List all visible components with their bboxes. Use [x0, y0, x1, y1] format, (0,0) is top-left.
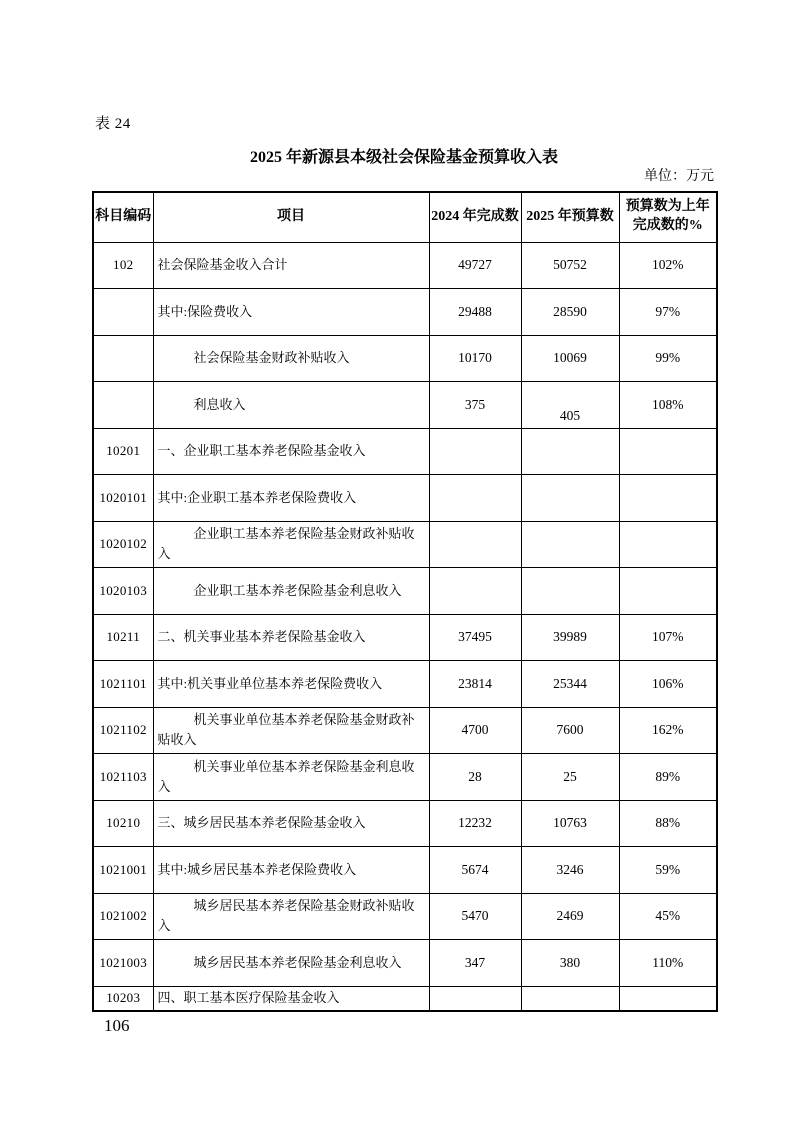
cell-subject-code: 1021102: [93, 707, 153, 754]
cell-2025-budget: 380: [521, 940, 619, 987]
cell-2024-actual: 375: [429, 382, 521, 429]
cell-pct: 59%: [619, 847, 717, 894]
cell-2025-budget: [521, 428, 619, 475]
cell-2025-budget: 25344: [521, 661, 619, 708]
table-row: [93, 754, 717, 801]
cell-item: 企业职工基本养老保险基金财政补贴收入: [153, 521, 429, 568]
cell-item: 二、机关事业基本养老保险基金收入: [153, 614, 429, 661]
unit-label: 单位：万元: [644, 169, 714, 184]
cell-item: 城乡居民基本养老保险基金财政补贴收入: [153, 893, 429, 940]
cell-subject-code: 1021003: [93, 940, 153, 987]
cell-item: 三、城乡居民基本养老保险基金收入: [153, 800, 429, 847]
table-row: [93, 242, 717, 289]
table-row: [93, 893, 717, 940]
header-2025-budget: 2025 年预算数: [521, 192, 619, 242]
budget-revenue-table: [92, 191, 718, 1012]
header-item: 项目: [153, 192, 429, 242]
cell-2024-actual: [429, 568, 521, 615]
cell-subject-code: [93, 335, 153, 382]
table-row: [93, 382, 717, 429]
table-row: [93, 800, 717, 847]
cell-pct: 162%: [619, 707, 717, 754]
cell-2025-budget: 25: [521, 754, 619, 801]
cell-subject-code: 1020103: [93, 568, 153, 615]
table-row: [93, 661, 717, 708]
cell-2025-budget: [521, 568, 619, 615]
cell-2025-budget: 50752: [521, 242, 619, 289]
cell-pct: [619, 568, 717, 615]
header-2024-actual: 2024 年完成数: [429, 192, 521, 242]
cell-2025-budget: 7600: [521, 707, 619, 754]
cell-2025-budget: [521, 475, 619, 522]
cell-2024-actual: 5470: [429, 893, 521, 940]
cell-2024-actual: [429, 986, 521, 1011]
cell-pct: [619, 986, 717, 1011]
cell-2025-budget: [521, 521, 619, 568]
cell-subject-code: 10203: [93, 986, 153, 1011]
cell-subject-code: 1021002: [93, 893, 153, 940]
cell-2024-actual: 37495: [429, 614, 521, 661]
cell-2024-actual: 12232: [429, 800, 521, 847]
cell-2024-actual: [429, 428, 521, 475]
cell-2025-budget: [521, 986, 619, 1011]
cell-item: 城乡居民基本养老保险基金利息收入: [153, 940, 429, 987]
cell-subject-code: 102: [93, 242, 153, 289]
page-title: 2025 年新源县本级社会保险基金预算收入表: [249, 149, 558, 166]
header-pct-line1: 预算数为上年: [625, 199, 710, 215]
table-header-row: [93, 192, 717, 242]
table-row: [93, 428, 717, 475]
cell-2025-budget: 39989: [521, 614, 619, 661]
cell-subject-code: 10211: [93, 614, 153, 661]
cell-pct: 45%: [619, 893, 717, 940]
cell-2024-actual: 29488: [429, 289, 521, 336]
cell-item: 机关事业单位基本养老保险基金财政补贴收入: [153, 707, 429, 754]
table-row: [93, 986, 717, 1011]
cell-pct: 89%: [619, 754, 717, 801]
cell-2024-actual: [429, 475, 521, 522]
cell-pct: [619, 428, 717, 475]
cell-subject-code: 1020102: [93, 521, 153, 568]
cell-subject-code: 10210: [93, 800, 153, 847]
cell-2025-budget: 405: [521, 382, 619, 429]
cell-subject-code: 10201: [93, 428, 153, 475]
cell-pct: 110%: [619, 940, 717, 987]
table-row: [93, 521, 717, 568]
page-number: 106: [104, 1016, 130, 1035]
cell-item: 其中:机关事业单位基本养老保险费收入: [153, 661, 429, 708]
cell-subject-code: 1021101: [93, 661, 153, 708]
cell-pct: 107%: [619, 614, 717, 661]
table-row: [93, 335, 717, 382]
cell-2024-actual: 23814: [429, 661, 521, 708]
table-row: [93, 614, 717, 661]
cell-item: 四、职工基本医疗保险基金收入: [153, 986, 429, 1011]
cell-pct: 97%: [619, 289, 717, 336]
cell-subject-code: [93, 382, 153, 429]
cell-item: 利息收入: [153, 382, 429, 429]
cell-2024-actual: [429, 521, 521, 568]
cell-subject-code: [93, 289, 153, 336]
table-row: [93, 707, 717, 754]
header-pct-line2: 完成数的%: [632, 218, 703, 234]
cell-pct: 108%: [619, 382, 717, 429]
cell-subject-code: 1020101: [93, 475, 153, 522]
header-pct-of-prior: [619, 192, 717, 242]
cell-item: 其中:保险费收入: [153, 289, 429, 336]
cell-item: 其中:城乡居民基本养老保险费收入: [153, 847, 429, 894]
cell-pct: [619, 475, 717, 522]
cell-pct: [619, 521, 717, 568]
cell-pct: 88%: [619, 800, 717, 847]
cell-2025-budget: 28590: [521, 289, 619, 336]
cell-item: 一、企业职工基本养老保险基金收入: [153, 428, 429, 475]
cell-2025-budget: 10763: [521, 800, 619, 847]
cell-2025-budget: 10069: [521, 335, 619, 382]
cell-2025-budget: 2469: [521, 893, 619, 940]
table-row: [93, 475, 717, 522]
table-row: [93, 847, 717, 894]
cell-2024-actual: 49727: [429, 242, 521, 289]
header-subject-code: 科目编码: [93, 192, 153, 242]
cell-2024-actual: 10170: [429, 335, 521, 382]
cell-pct: 106%: [619, 661, 717, 708]
cell-2025-budget: 3246: [521, 847, 619, 894]
cell-2024-actual: 5674: [429, 847, 521, 894]
cell-2024-actual: 28: [429, 754, 521, 801]
cell-item: 社会保险基金收入合计: [153, 242, 429, 289]
table-row: [93, 289, 717, 336]
cell-item: 其中:企业职工基本养老保险费收入: [153, 475, 429, 522]
table-number-label: 表 24: [95, 116, 131, 132]
cell-item: 企业职工基本养老保险基金利息收入: [153, 568, 429, 615]
cell-2024-actual: 4700: [429, 707, 521, 754]
cell-pct: 99%: [619, 335, 717, 382]
table-row: [93, 940, 717, 987]
cell-subject-code: 1021001: [93, 847, 153, 894]
cell-2024-actual: 347: [429, 940, 521, 987]
cell-subject-code: 1021103: [93, 754, 153, 801]
cell-item: 社会保险基金财政补贴收入: [153, 335, 429, 382]
table-row: [93, 568, 717, 615]
cell-item: 机关事业单位基本养老保险基金利息收入: [153, 754, 429, 801]
cell-pct: 102%: [619, 242, 717, 289]
